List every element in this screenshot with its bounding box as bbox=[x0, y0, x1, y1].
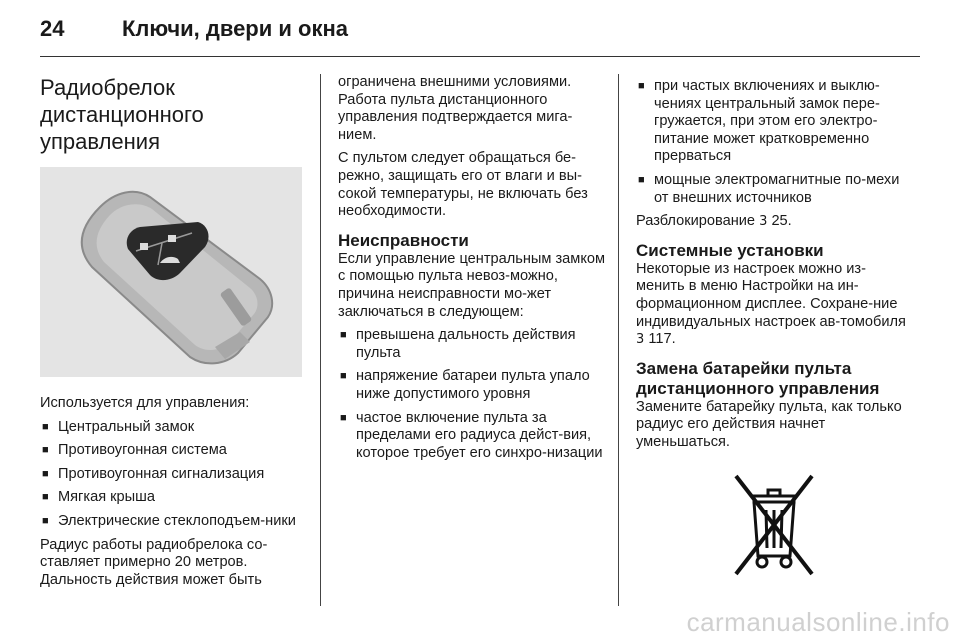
list-item: ■ частое включение пульта за пределами его радиуса дейст-вия, которое требует его синхро-низации bbox=[338, 410, 606, 463]
settings-text: Некоторые из настроек можно из-менить в меню Настройки на ин-формационном дисплее. Сохране-ние индивидуальных настроек ав-томобиля 3 117. bbox=[636, 260, 906, 348]
page-link[interactable]: 25. bbox=[771, 213, 792, 230]
control-list bbox=[40, 419, 302, 531]
watermark: carmanualsonline.info bbox=[686, 607, 950, 637]
column-divider bbox=[618, 74, 619, 606]
page-ref-icon: 3 bbox=[759, 214, 768, 230]
column-2 bbox=[338, 74, 606, 468]
heading-battery: Замена батарейки пульта дистанционного управления bbox=[636, 358, 880, 398]
fault-text: Если управление центральным замком с помощью пульта невоз-можно, причина неисправности мо-жет заключаться в следующем: bbox=[338, 250, 606, 320]
chapter-title: Ключи, двери и окна bbox=[122, 16, 348, 41]
fault-list bbox=[338, 327, 606, 462]
paragraph-range-cont: ограничена внешними условиями. Работа пульта дистанционного управления подтверждается мига-нием. bbox=[338, 74, 573, 143]
list-item: ■ превышена дальность действия пульта bbox=[338, 327, 606, 362]
page-header bbox=[40, 14, 920, 58]
list-item: ■ при частых включениях и выклю-чениях центральный замок пере-гружается, при этом его электро-питание может кратковременно прерваться bbox=[636, 78, 912, 166]
column-1 bbox=[40, 74, 302, 595]
page-ref-icon: 3 bbox=[636, 332, 645, 348]
key-fob-icon bbox=[40, 167, 302, 377]
unlock-reference: Разблокирование 3 25. bbox=[636, 213, 792, 230]
list-item: ■ напряжение батареи пульта упало ниже допустимого уровня bbox=[338, 368, 606, 403]
paragraph-care: С пультом следует обращаться бе-режно, защищать его от влаги и вы-сокой температуры, не включать без необходимости. bbox=[338, 150, 588, 220]
heading-faults: Неисправности bbox=[338, 230, 469, 250]
list-item: ■ Мягкая крыша bbox=[40, 489, 302, 507]
list-item: ■ Электрические стеклоподъем-ники bbox=[40, 513, 302, 531]
header-divider bbox=[40, 56, 920, 57]
page-number: 24 bbox=[40, 16, 65, 41]
column-divider bbox=[320, 74, 321, 606]
list-item: ■ мощные электромагнитные по-мехи от внешних источников bbox=[636, 172, 912, 207]
key-fob-image bbox=[40, 167, 302, 377]
weee-bin-icon bbox=[724, 470, 824, 582]
fault-list-cont bbox=[636, 78, 912, 207]
section-title-remote: Радиобрелок дистанционного управления bbox=[40, 75, 204, 154]
battery-text: Замените батарейку пульта, как только радиус его действия начнет уменьшаться. bbox=[636, 398, 902, 450]
page-link[interactable]: 117. bbox=[648, 331, 676, 348]
range-text: Радиус работы радиобрелока со-ставляет примерно 20 метров. Дальность действия может быть bbox=[40, 536, 268, 588]
heading-settings: Системные установки bbox=[636, 240, 824, 260]
column-3 bbox=[636, 74, 912, 582]
list-item: ■ Противоугонная сигнализация bbox=[40, 466, 302, 484]
intro-text: Используется для управления: bbox=[40, 395, 250, 411]
list-item: ■ Центральный замок bbox=[40, 419, 302, 437]
list-item: ■ Противоугонная система bbox=[40, 442, 302, 460]
